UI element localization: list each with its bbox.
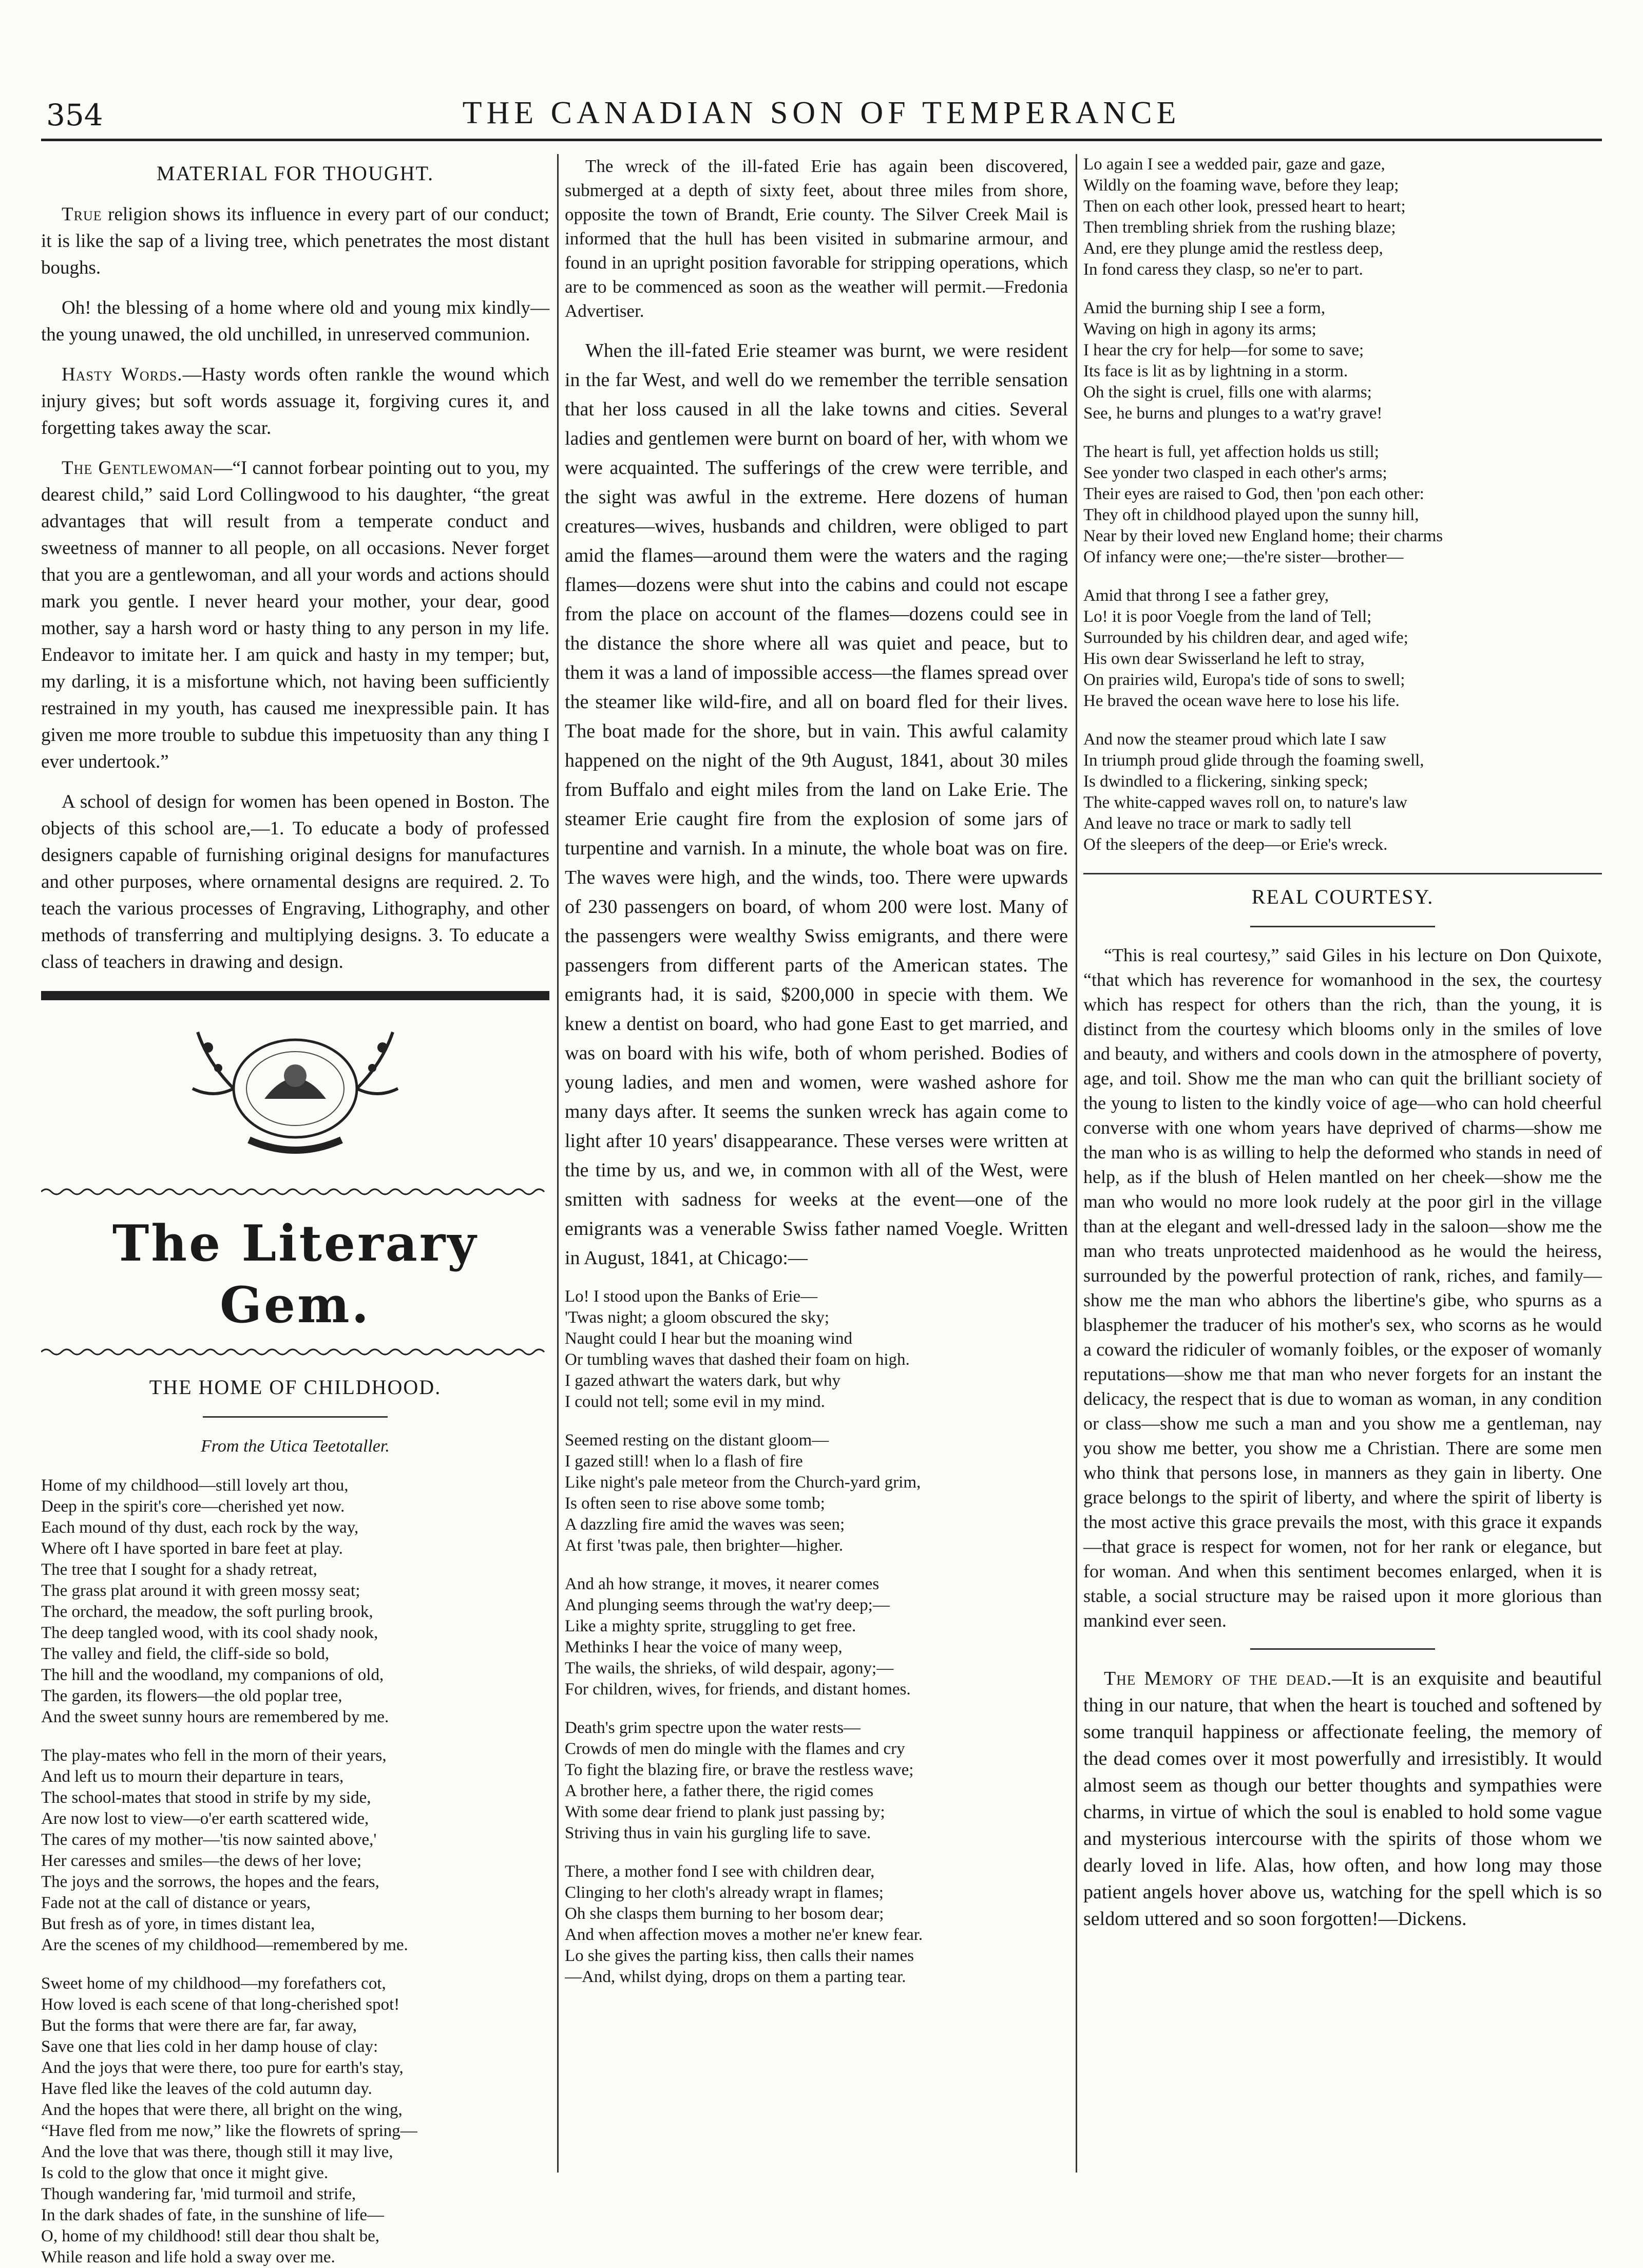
paragraph: Hasty Words.—Hasty words often rankle the wound which injury gives; but soft words assuage it, forgiving cures it, and forgetting takes away the scar. [41,364,549,439]
poem-stanza [1083,442,1602,568]
poem-line: In triumph proud glide through the foaming swell, [1083,751,1424,770]
poem-line: With some dear friend to plank just passing by; [565,1803,885,1821]
poem-line: Lo! it is poor Voegle from the land of Tell; [1083,607,1372,626]
poem-stanza [41,1973,549,2268]
poem-line: I hear the cry for help—for some to save; [1083,341,1364,359]
poem-line: And ah how strange, it moves, it nearer comes [565,1575,880,1593]
poem-line: A brother here, a father there, the rigid comes [565,1782,874,1800]
poem-line: I gazed athwart the waters dark, but why [565,1371,840,1390]
poem-line: Amid that throng I see a father grey, [1083,586,1329,605]
poem-line: Clinging to her cloth's already wrapt in flames; [565,1883,884,1902]
poem-line: Sweet home of my childhood—my forefathers cot, [41,1974,386,1993]
poem-line: Then on each other look, pressed heart to heart; [1083,197,1406,216]
poem-line: The cares of my mother—'tis now sainted above,' [41,1831,377,1849]
poem-stanza [565,1430,1068,1556]
poem-line: Oh she clasps them burning to her bosom dear; [565,1904,884,1923]
paragraph: The Gentlewoman—“I cannot forbear pointing out to you, my dearest child,” said Lord Collingwood to his daughter, “the great advantages that will result from a temperate conduct and sweetness of manner to all people, on all occasions. Never forget that you are a gentlewoman, and all your words and actions should mark you gentle. I never heard your mother, your dear, good mother, say a harsh word or hasty thing to any person in my life. Endeavor to imitate her. I am quick and hasty in my temper; but, my darling, it is a misfortune which, not having been sufficiently restrained in my youth, has caused me inexpressible pain. It has given me more trouble to subdue this impetuosity than any thing I ever undertook.” [41,458,549,772]
column-1 [41,154,549,2266]
poem-line: The play-mates who fell in the morn of their years, [41,1746,387,1765]
poem-line: Deep in the spirit's core—cherished yet now. [41,1497,345,1516]
poem-line: The garden, its flowers—the old poplar tree, [41,1687,342,1705]
poem-line: And the hopes that were there, all bright on the wing, [41,2101,403,2119]
poem-line: He braved the ocean wave here to lose his life. [1083,692,1400,710]
poem-line: Have fled like the leaves of the cold autumn day. [41,2080,372,2098]
poem-line: I could not tell; some evil in my mind. [565,1393,825,1411]
poem-line: But the forms that were there are far, far away, [41,2016,357,2035]
poem-line: Are the scenes of my childhood—remembered by me. [41,1936,408,1954]
poem-line: Though wandering far, 'mid turmoil and strife, [41,2185,356,2203]
poem-line: The white-capped waves roll on, to nature's law [1083,793,1407,812]
poem-line: For children, wives, for friends, and distant homes. [565,1680,911,1699]
poem-line: Near by their loved new England home; their charms [1083,527,1443,545]
poem-line: And left us to mourn their departure in tears, [41,1767,344,1786]
poem-line: While reason and life hold a sway over me. [41,2248,335,2266]
ornamental-rule [41,1187,549,1197]
poem-source: From the Utica Teetotaller. [201,1437,390,1456]
poem-line: The school-mates that stood in strife by my side, [41,1788,371,1807]
poem-line: Or tumbling waves that dashed their foam on high. [565,1350,910,1369]
paragraph: The wreck of the ill-fated Erie has again been discovered, submerged at a depth of sixty feet, about three miles from shore, opposite the town of Brandt, Erie county. The Silver Creek Mail is informed that the hull has been visited in submarine armour, and found in an upright position favorable for stripping operations, which are to be commenced as soon as the weather will permit.—Fredonia Advertiser. [565,156,1068,321]
poem-line: Are now lost to view—o'er earth scattered wide, [41,1809,369,1828]
temperance-emblem-icon [177,1012,413,1166]
poem-line: —And, whilst dying, drops on them a parting tear. [565,1968,906,1986]
poem-stanza [565,1718,1068,1844]
paragraph: True religion shows its influence in every part of our conduct; it is like the sap of a living tree, which penetrates the most distant boughs. [41,204,549,278]
column-2 [565,154,1068,2152]
poem-line: Methinks I hear the voice of many weep, [565,1638,843,1656]
poem-stanza [1083,729,1602,855]
short-divider [203,1416,388,1418]
poem-line: To fight the blazing fire, or brave the restless wave; [565,1761,914,1779]
poem-line: And when affection moves a mother ne'er knew fear. [565,1926,923,1944]
poem-line: The hill and the woodland, my companions of old, [41,1666,384,1684]
poem-line: I gazed still! when lo a flash of fire [565,1452,803,1471]
poem-stanza [1083,585,1602,712]
poem-line: Save one that lies cold in her damp house of clay: [41,2037,378,2056]
poem-line: And plunging seems through the wat'ry deep;— [565,1596,890,1614]
poem-line: In fond caress they clasp, so ne'er to part. [1083,260,1363,279]
poem-stanza [565,1286,1068,1413]
poem-line: And now the steamer proud which late I saw [1083,730,1387,749]
poem-line: And the sweet sunny hours are remembered by me. [41,1708,389,1726]
paragraph: The Memory of the dead.—It is an exquisite and beautiful thing in our nature, that when the heart is touched and softened by some tranquil happiness or affectionate feeling, the memory of the dead comes over it most powerfully and irresistibly. It would almost seem as though our better thoughts and sympathies were charms, in virtue of which the soul is enabled to hold some vague and mysterious intercourse with the spirits of those whom we dearly loved in life. Alas, how often, and how long may those patient angels hover above us, watching for the spell which is so seldom uttered and so soon forgotten!—Dickens. [1083,1668,1602,1930]
poem-stanza [41,1745,549,1956]
poem-line: Is often seen to rise above some tomb; [565,1494,825,1513]
section-title: MATERIAL FOR THOUGHT. [156,162,434,185]
paragraph: Oh! the blessing of a home where old and young mix kindly—the young unawed, the old unchilled, in unreserved communion. [41,297,549,345]
poem-line: The wails, the shrieks, of wild despair, agony;— [565,1659,894,1678]
poem-line: And the love that was there, though still it may live, [41,2143,393,2161]
column-divider [1076,154,1077,2172]
poem-line: The heart is full, yet affection holds us still; [1083,443,1379,461]
poem-line: Fade not at the call of distance or years, [41,1894,311,1912]
poem-line: See yonder two clasped in each other's arms; [1083,464,1387,482]
poem-line: Naught could I hear but the moaning wind [565,1329,852,1348]
paragraph: When the ill-fated Erie steamer was burnt, we were resident in the far West, and well do we remember the terrible sensation that her loss caused in all the lake towns and cities. Several ladies and gentlemen were burnt on board of her, with whom we were acquainted. The sufferings of the crew were terrible, and the sight was awful in the extreme. Here dozens of human creatures—wives, husbands and children, were obliged to part amid the flames—around them were the waters and the raging flames—dozens were shut into the cabins and could not escape from the place on account of the flames—dozens could see in the distance the shore where all was quiet and peace, but to them it was a land of impossible access—the flames spread over the steamer like wild-fire, and all on board fled for their lives. The boat made for the shore, but in vain. This awful calamity happened on the night of the 9th August, 1841, about 30 miles from Buffalo and eight miles from the land on Lake Erie. The steamer Erie caught fire from the explosion of some jars of turpentine and varnish. In a minute, the whole boat was on fire. The waves were high, and the winds, too. There were upwards of 230 passengers on board, of whom 200 were lost. Many of the passengers were wealthy Swiss emigrants, and there were passengers from different parts of the American states. The emigrants had, it is said, $200,000 in specie with them. We knew a dentist on board, who had gone East to get married, and was on board with his wife, both of whom perished. Bodies of young ladies, and men and women, were washed ashore for many days after. It seems the sunken wreck has again come to light after 10 years' disappearance. These verses were written at the time by us, and we, in common with all of the West, were smitten with sadness for weeks at the event—one of the emigrants was a venerable Swiss father named Voegle. Written in August, 1841, at Chicago:— [565,340,1068,1269]
poem-line: Their eyes are raised to God, then 'pon each other: [1083,485,1424,503]
poem-line: Like night's pale meteor from the Church-yard grim, [565,1473,921,1492]
poem-line: Its face is lit as by lightning in a storm. [1083,362,1348,380]
poem-line: Wildly on the foaming wave, before they leap; [1083,176,1399,195]
page-header [41,92,1602,141]
poem-stanza [41,1475,549,1728]
poem-line: Her caresses and smiles—the dews of her love; [41,1852,362,1870]
poem-title: THE HOME OF CHILDHOOD. [149,1376,442,1399]
poem-line: Is dwindled to a flickering, sinking speck; [1083,772,1368,791]
poem-line: On prairies wild, Europa's tide of sons to swell; [1083,671,1405,689]
poem-line: Like a mighty sprite, struggling to get free. [565,1617,856,1635]
poem-line: Of the sleepers of the deep—or Erie's wreck. [1083,835,1388,854]
poem-line: Home of my childhood—still lovely art thou, [41,1476,349,1495]
poem-line: Lo again I see a wedded pair, gaze and gaze, [1083,155,1385,174]
poem-line: Oh the sight is cruel, fills one with alarms; [1083,383,1372,402]
poem-line: At first 'twas pale, then brighter—higher. [565,1536,844,1555]
poem-stanza [1083,298,1602,424]
poem-line: Lo! I stood upon the Banks of Erie— [565,1287,818,1306]
poem-line: And, ere they plunge amid the restless deep, [1083,239,1383,258]
poem-line: The deep tangled wood, with its cool shady nook, [41,1624,378,1642]
poem-line: Then trembling shriek from the rushing blaze; [1083,218,1396,237]
section-title: REAL COURTESY. [1251,885,1434,908]
column-3 [1083,154,1602,2152]
poem-line: The orchard, the meadow, the soft purling brook, [41,1603,373,1621]
poem-line: How loved is each scene of that long-cherished spot! [41,1995,400,2014]
poem-stanza [565,1574,1068,1700]
poem-line: The joys and the sorrows, the hopes and the fears, [41,1873,379,1891]
poem-line: Amid the burning ship I see a form, [1083,299,1326,317]
poem-line: Of infancy were one;—the're sister—brother— [1083,548,1404,566]
poem-line: Each mound of thy dust, each rock by the way, [41,1518,359,1537]
poem-line: “Have fled from me now,” like the flowrets of spring— [41,2122,417,2140]
poem-stanza [565,1861,1068,1988]
poem-line: His own dear Swisserland he left to stray, [1083,650,1365,668]
poem-line: Striving thus in vain his gurgling life to save. [565,1824,871,1842]
poem-line: O, home of my childhood! still dear thou shalt be, [41,2227,379,2245]
masthead-title: THE CANADIAN SON OF TEMPERANCE [462,96,1181,130]
column-divider [557,154,559,2172]
poem-line: Where oft I have sported in bare feet at play. [41,1539,343,1558]
poem-line: Lo she gives the parting kiss, then calls their names [565,1947,914,1965]
paragraph: A school of design for women has been opened in Boston. The objects of this school are,—1. To educate a body of professed designers capable of furnishing original designs for manufactures and other purposes, where ornamental designs are required. 2. To teach the various processes of Engraving, Lithography, and other methods of transferring and multiplying designs. 3. To educate a class of teachers in drawing and design. [41,791,549,973]
poem-line: And the joys that were there, too pure for earth's stay, [41,2059,404,2077]
poem-line: The valley and field, the cliff-side so bold, [41,1645,330,1663]
poem-line: The grass plat around it with green mossy seat; [41,1581,360,1600]
page-number: 354 [46,98,103,132]
poem-line: They oft in childhood played upon the sunny hill, [1083,506,1419,524]
poem-line: But fresh as of yore, in times distant lea, [41,1915,315,1933]
short-divider [1250,1648,1435,1650]
poem-line: Seemed resting on the distant gloom— [565,1431,829,1450]
ornamental-rule [41,1347,549,1357]
poem-line: Death's grim spectre upon the water rests— [565,1719,861,1737]
poem-line: The tree that I sought for a shady retreat, [41,1560,317,1579]
paragraph: “This is real courtesy,” said Giles in his lecture on Don Quixote, “that which has reverence for womanhood in the sex, the courtesy which has respect for others than the rich, than the young, it is distinct from the courtesy which blooms only in the smiles of love and beauty, and withers and cools down in the atmosphere of poverty, age, and toil. Show me the man who can quit the brilliant society of the young to listen to the kindly voice of age—who can hold cheerful converse with one whom years have deprived of charms—show me the man who is as willing to help the deformed who stands in need of help, as if the blush of Helen mantled on her cheek—show me the man who would no more look rudely at the poor girl in the village than at the elegant and well-dressed lady in the saloon—show me the man who treats unprotected maidenhood as he would the heiress, surrounded by the powerful protection of rank, riches, and family—show me the man who abhors the libertine's gibe, who spurns as a blasphemer the traducer of his mother's sex, who scorns as he would a coward the ridiculer of womanly foibles, or the exposer of womanly reputations—show me that man who never forgets for an instant the delicacy, the respect that is due to woman as woman, in any condition or class—show me such a man and you show me a gentleman, nay you show me better, you show me a Christian. There are some men who think that persons lose, in manners as they gain in liberty. One grace belongs to the spirit of liberty, and where the spirit of liberty is the most active this grace prevails the most, with this grace it expands—that grace is respect for women, not for her rank or elegance, but for woman. And when this sentiment becomes enlarged, when it is stable, a social structure may be raised upon it more glorious than mankind ever seen. [1083,945,1602,1631]
poem-line: Waving on high in agony its arms; [1083,320,1316,338]
section-divider [1083,873,1602,874]
poem-line: 'Twas night; a gloom obscured the sky; [565,1308,830,1327]
short-divider [1250,926,1435,927]
poem-line: Surrounded by his children dear, and aged wife; [1083,628,1408,647]
poem-line: There, a mother fond I see with children dear, [565,1862,875,1881]
poem-line: Crowds of men do mingle with the flames and cry [565,1740,905,1758]
poem-line: In the dark shades of fate, in the sunshine of life— [41,2206,385,2224]
poem-line: See, he burns and plunges to a wat'ry grave! [1083,404,1383,423]
poem-line: And leave no trace or mark to sadly tell [1083,814,1352,833]
poem-line: Is cold to the glow that once it might give. [41,2164,329,2182]
poem-stanza [1083,154,1602,280]
poem-line: A dazzling fire amid the waves was seen; [565,1515,845,1534]
literary-gem-heading: The Literary Gem. [112,1214,479,1334]
section-divider [41,991,549,1000]
